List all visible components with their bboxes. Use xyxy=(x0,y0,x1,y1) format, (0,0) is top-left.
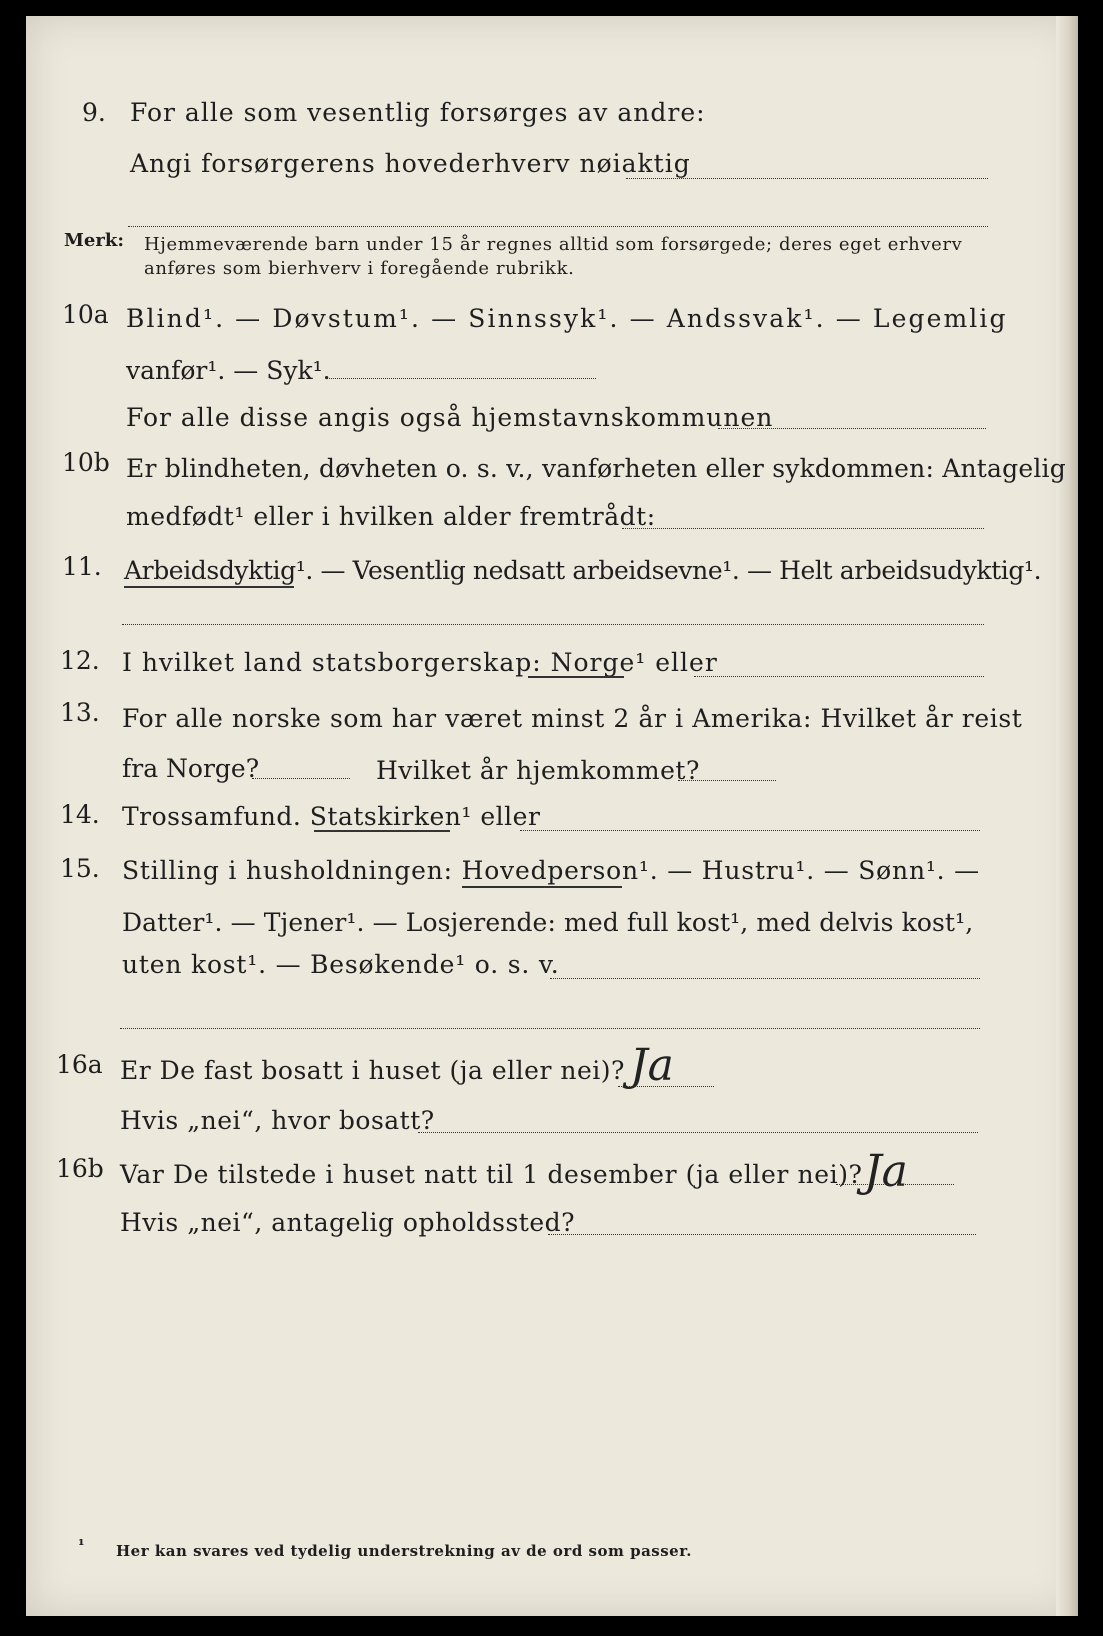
q10a-answer-line xyxy=(326,378,596,379)
q12-underline-norge xyxy=(528,676,624,678)
q12-line1: I hvilket land statsborgerskap: Norge¹ eller xyxy=(122,648,718,677)
q16a-residence-line xyxy=(418,1132,978,1133)
q14-underline-statskirken xyxy=(314,830,450,832)
q15-underline-hovedperson xyxy=(462,886,622,888)
q10a-line2: vanfør¹. — Syk¹. xyxy=(126,356,331,385)
q16a-answer-line xyxy=(618,1086,714,1087)
page-edge xyxy=(1056,16,1078,1616)
q11-answer-line xyxy=(122,624,984,625)
q13-number: 13. xyxy=(60,698,100,727)
census-form-page xyxy=(26,16,1078,1616)
q11-number: 11. xyxy=(62,552,102,581)
q13-line1: For alle norske som har været minst 2 år i Amerika: Hvilket år reist xyxy=(122,704,1023,733)
q10b-number: 10b xyxy=(62,448,110,477)
q10b-answer-line xyxy=(622,528,984,529)
merk-line2: anføres som bierhverv i foregående rubrikk. xyxy=(144,258,575,279)
q15-number: 15. xyxy=(60,854,100,883)
q9-answer-line-2 xyxy=(128,226,988,227)
q13-line2a: fra Norge? xyxy=(122,754,260,783)
q16a-line2: Hvis „nei“, hvor bosatt? xyxy=(120,1106,435,1135)
q14-number: 14. xyxy=(60,800,100,829)
q10a-line1: Blind¹. — Døvstum¹. — Sinnssyk¹. — Andssvak¹. — Legemlig xyxy=(126,304,1008,333)
q16b-handwritten-answer: Ja xyxy=(864,1146,908,1197)
q12-number: 12. xyxy=(60,646,100,675)
merk-label: Merk: xyxy=(64,230,124,251)
q12-answer-line xyxy=(694,676,984,677)
q10a-answer-line-2 xyxy=(718,428,986,429)
q14-line1: Trossamfund. Statskirken¹ eller xyxy=(122,802,541,831)
q16b-line1: Var De tilstede i huset natt til 1 desember (ja eller nei)? xyxy=(120,1160,863,1189)
q13-line2b: Hvilket år hjemkommet? xyxy=(376,756,700,785)
q9-number: 9. xyxy=(82,98,106,127)
q16a-line1: Er De fast bosatt i huset (ja eller nei)? xyxy=(120,1056,625,1085)
footnote-mark: ¹ xyxy=(78,1536,86,1554)
q9-line1: For alle som vesentlig forsørges av andre: xyxy=(130,98,706,127)
q13-year-left-line xyxy=(252,778,350,779)
q16b-answer-line xyxy=(836,1184,954,1185)
q16a-handwritten-answer: Ja xyxy=(630,1040,674,1091)
q15-line1: Stilling i husholdningen: Hovedperson¹. — Hustru¹. — Sønn¹. — xyxy=(122,856,980,885)
q10b-line1: Er blindheten, døvheten o. s. v., vanførheten eller sykdommen: Antagelig xyxy=(126,454,1066,483)
q15-answer-line-2 xyxy=(120,1028,980,1029)
q10a-line3: For alle disse angis også hjemstavnskommunen xyxy=(126,403,774,432)
q16b-line2: Hvis „nei“, antagelig opholdssted? xyxy=(120,1208,576,1237)
q13-year-returned-line xyxy=(678,780,776,781)
q16b-number: 16b xyxy=(56,1154,104,1183)
q14-answer-line xyxy=(520,830,980,831)
q9-answer-line xyxy=(626,178,988,179)
q9-line2: Angi forsørgerens hovederhverv nøiaktig xyxy=(130,149,691,178)
q15-line2: Datter¹. — Tjener¹. — Losjerende: med full kost¹, med delvis kost¹, xyxy=(122,908,974,937)
q10a-number: 10a xyxy=(62,300,109,329)
q10b-line2: medfødt¹ eller i hvilken alder fremtrådt: xyxy=(126,502,656,531)
footnote-text: Her kan svares ved tydelig understrekning av de ord som passer. xyxy=(116,1542,692,1560)
q11-line1: Arbeidsdyktig¹. — Vesentlig nedsatt arbeidsevne¹. — Helt arbeidsudyktig¹. xyxy=(124,556,1042,585)
q16a-number: 16a xyxy=(56,1050,103,1079)
q15-answer-line xyxy=(550,978,980,979)
merk-line1: Hjemmeværende barn under 15 år regnes alltid som forsørgede; deres eget erhverv xyxy=(144,234,963,255)
q16b-whereabouts-line xyxy=(548,1234,976,1235)
q11-underline-arbeidsdyktig xyxy=(124,586,294,588)
q15-line3: uten kost¹. — Besøkende¹ o. s. v. xyxy=(122,950,560,979)
